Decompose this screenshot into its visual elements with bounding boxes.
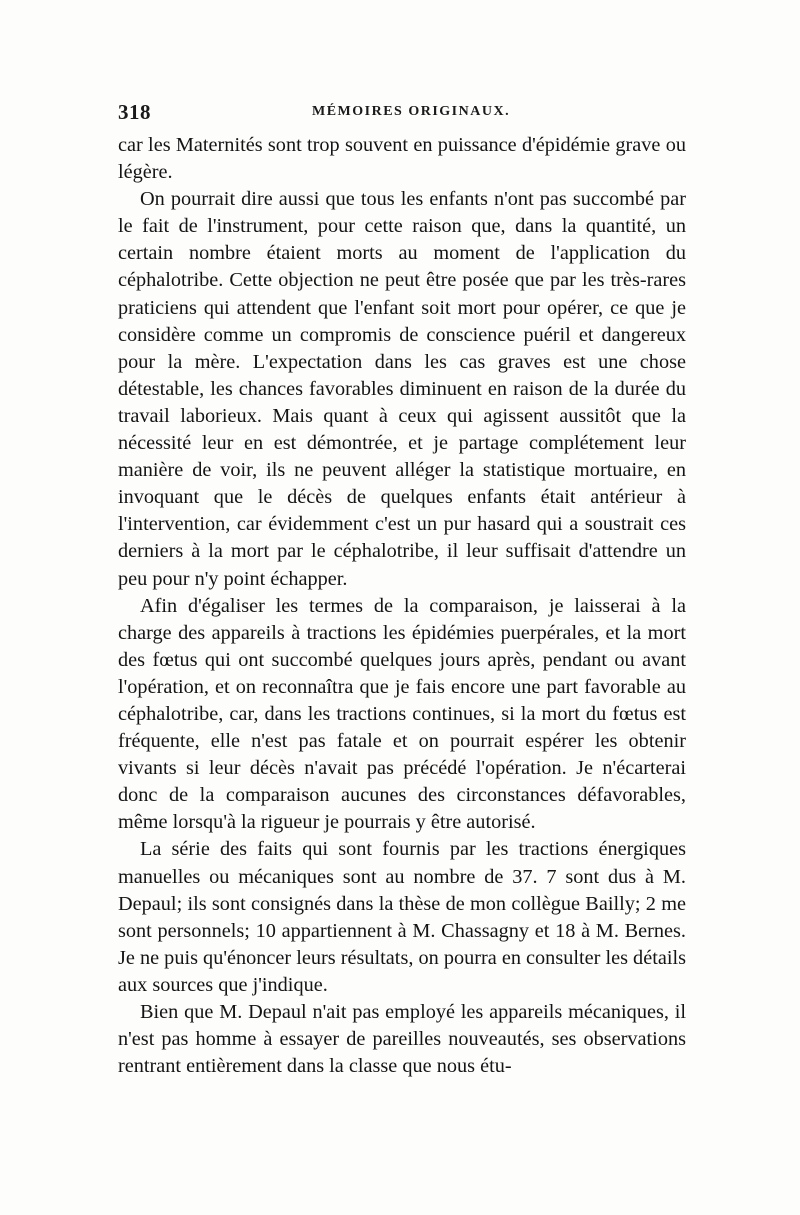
page-number: 318 (118, 100, 151, 124)
paragraph-1: car les Maternités sont trop souvent en puissance d'épidémie grave ou légère. (118, 134, 686, 184)
paragraph-5: Bien que M. Depaul n'ait pas employé les appareils mécaniques, il n'est pas homme à essayer de pareilles nouveautés, ses observations rentrant entièrement dans la classe que nous étu- (118, 1001, 686, 1078)
page-header (118, 100, 698, 126)
paragraph-3: Afin d'égaliser les termes de la comparaison, je laisserai à la charge des appareils à tractions les épidémies puerpérales, et la mort des fœtus qui ont succombé quelques jours après, pendant ou avant l'opération, et on reconnaîtra que je fais encore une part favorable au céphalotribe, car, dans les tractions continues, si la mort du fœtus est fréquente, elle n'est pas fatale et on pourrait espérer les obtenir vivants si leur décès n'avait pas précédé l'opération. Je n'écarterai donc de la comparaison aucunes des circonstances défavorables, même lorsqu'à la rigueur je pourrais y être autorisé. (118, 594, 686, 834)
paragraph-4: La série des faits qui sont fournis par les tractions énergiques manuelles ou mécaniques sont au nombre de 37. 7 sont dus à M. Depaul; ils sont consignés dans la thèse de mon collègue Bailly; 2 me sont personnels; 10 appartiennent à M. Chassagny et 18 à M. Bernes. Je ne puis qu'énoncer leurs résultats, on pourra en consulter les détails aux sources que j'indique. (118, 838, 686, 996)
paragraph-2: On pourrait dire aussi que tous les enfants n'ont pas succombé par le fait de l'instrument, pour cette raison que, dans la quantité, un certain nombre étaient morts au moment de l'application du céphalotribe. Cette objection ne peut être posée que par les très-rares praticiens qui attendent que l'enfant soit mort pour opérer, ce que je considère comme un compromis de conscience puéril et dangereux pour la mère. L'expectation dans les cas graves est une chose détestable, les chances favorables diminuent en raison de la durée du travail laborieux. Mais quant à ceux qui agissent aussitôt que la nécessité leur en est démontrée, et je partage complétement leur manière de voir, ils ne peuvent alléger la statistique mortuaire, en invoquant que le décès de quelques enfants était antérieur à l'intervention, car évidemment c'est un pur hasard qui a soustrait ces derniers à la mort par le céphalotribe, il leur suffisait d'attendre un peu pour n'y point échapper. (118, 188, 686, 590)
running-title: MÉMOIRES ORIGINAUX. (312, 104, 511, 119)
body-text (118, 132, 686, 1080)
